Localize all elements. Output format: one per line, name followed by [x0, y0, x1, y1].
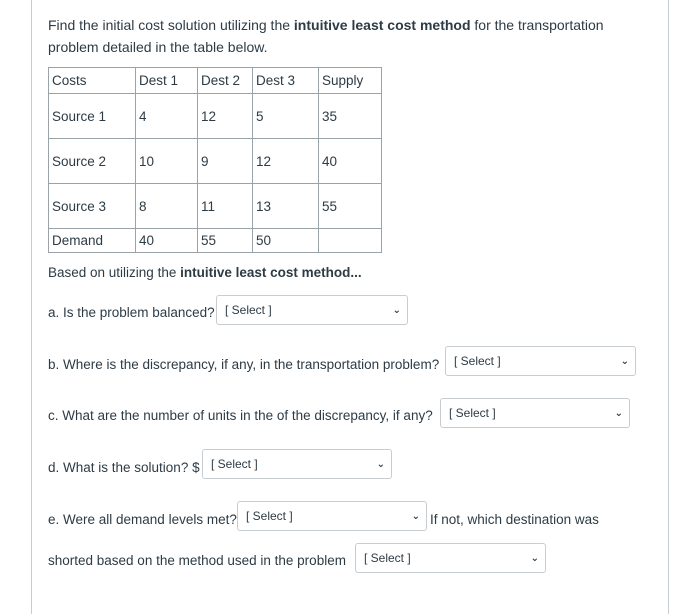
- table-row: [49, 139, 382, 184]
- demand-row: [49, 229, 382, 253]
- cost-table: [48, 67, 382, 253]
- chevron-down-icon: ⌄: [530, 552, 539, 564]
- header-cell: Dest 2: [198, 68, 253, 94]
- select-f-dropdown[interactable]: [355, 543, 546, 573]
- chevron-down-icon: ⌄: [614, 407, 623, 419]
- select-d-placeholder: [ Select ]: [211, 457, 258, 471]
- table-cell: 12: [198, 94, 253, 139]
- chevron-down-icon: ⌄: [411, 510, 420, 522]
- prompt-bold: intuitive least cost method: [293, 17, 471, 33]
- select-a-placeholder: [ Select ]: [225, 303, 272, 317]
- table-header-row: [49, 68, 382, 94]
- based-on-bold: intuitive least cost method...: [180, 265, 362, 280]
- table-cell: 40: [319, 139, 382, 184]
- select-e-placeholder: [ Select ]: [246, 509, 293, 523]
- table-cell: 12: [253, 139, 319, 184]
- header-cell: Supply: [319, 68, 382, 94]
- table-cell: 13: [253, 184, 319, 229]
- prompt-text-end: for the transportation problem detailed in the table below.: [48, 17, 604, 55]
- table-cell: Source 1: [49, 94, 136, 139]
- select-a-dropdown[interactable]: [216, 295, 408, 325]
- header-cell: Costs: [49, 68, 136, 94]
- table-cell: 5: [253, 94, 319, 139]
- question-e-followup: If not, which destination was: [430, 512, 599, 527]
- question-d-label: d. What is the solution? $: [48, 460, 200, 475]
- table-cell: Demand: [49, 229, 136, 253]
- header-cell: Dest 3: [253, 68, 319, 94]
- select-b-placeholder: [ Select ]: [454, 354, 501, 368]
- table-cell: 10: [136, 139, 198, 184]
- table-cell: 55: [319, 184, 382, 229]
- table-cell: 9: [198, 139, 253, 184]
- select-c-dropdown[interactable]: [440, 398, 630, 428]
- header-cell: Dest 1: [136, 68, 198, 94]
- table-cell: [319, 229, 382, 253]
- table-row: [49, 94, 382, 139]
- select-f-placeholder: [ Select ]: [364, 551, 411, 565]
- question-c-label: c. What are the number of units in the of the discrepancy, if any?: [48, 408, 433, 423]
- based-on-text: [48, 264, 362, 282]
- table-cell: 50: [253, 229, 319, 253]
- select-d-dropdown[interactable]: [202, 449, 392, 479]
- table-cell: 55: [198, 229, 253, 253]
- question-prompt: [48, 14, 658, 58]
- table-cell: 4: [136, 94, 198, 139]
- table-cell: 11: [198, 184, 253, 229]
- table-cell: 35: [319, 94, 382, 139]
- chevron-down-icon: ⌄: [392, 304, 401, 316]
- question-f-label: shorted based on the method used in the problem: [48, 553, 346, 568]
- select-c-placeholder: [ Select ]: [449, 406, 496, 420]
- table-row: [49, 184, 382, 229]
- question-e-label: e. Were all demand levels met?: [48, 512, 237, 527]
- select-e-dropdown[interactable]: [237, 501, 427, 531]
- select-b-dropdown[interactable]: [445, 346, 636, 376]
- table-cell: Source 2: [49, 139, 136, 184]
- question-a-label: a. Is the problem balanced?: [48, 305, 215, 320]
- chevron-down-icon: ⌄: [620, 355, 629, 367]
- table-cell: Source 3: [49, 184, 136, 229]
- question-b-label: b. Where is the discrepancy, if any, in the transportation problem?: [48, 357, 440, 372]
- table-cell: 8: [136, 184, 198, 229]
- prompt-text: Find the initial cost solution utilizing the: [48, 17, 294, 33]
- based-on-plain: Based on utilizing the: [48, 265, 181, 280]
- chevron-down-icon: ⌄: [376, 458, 385, 470]
- table-cell: 40: [136, 229, 198, 253]
